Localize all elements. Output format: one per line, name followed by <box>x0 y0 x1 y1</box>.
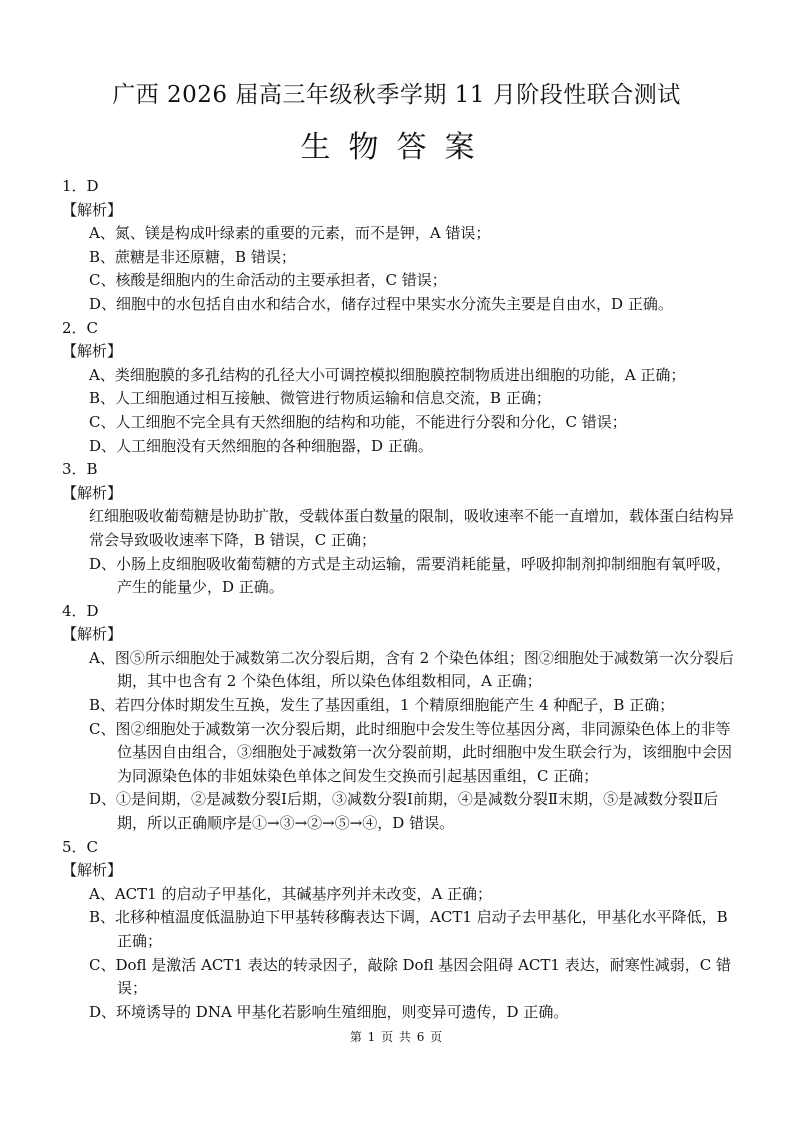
question-block <box>62 836 742 1025</box>
option-line: D、小肠上皮细胞吸收葡萄糖的方式是主动运输，需要消耗能量，呼吸抑制剂抑制细胞有氧呼吸，产生的能量少，D 正确。 <box>89 554 732 597</box>
question-number: 2．C <box>62 318 99 337</box>
option-line: A、ACT1 的启动子甲基化，其碱基序列并未改变，A 正确； <box>89 884 493 903</box>
analysis-label: 【解析】 <box>62 625 123 644</box>
option-line: D、①是间期，②是减数分裂Ⅰ后期，③减数分裂Ⅰ前期，④是减数分裂Ⅱ末期，⑤是减数分裂Ⅱ后期，所以正确顺序是①→③→②→⑤→④，D 错误。 <box>89 790 719 833</box>
option-line: C、核酸是细胞内的生命活动的主要承担者，C 错误； <box>89 271 447 290</box>
option-line: D、人工细胞没有天然细胞的各种细胞器，D 正确。 <box>89 436 433 455</box>
analysis-label: 【解析】 <box>62 200 123 219</box>
page-title: 广西 2026 届高三年级秋季学期 11 月阶段性联合测试 <box>112 82 681 108</box>
option-line: C、图②细胞处于减数第一次分裂后期，此时细胞中会发生等位基因分离，非同源染色体上的非等位基因自由组合，③细胞处于减数第一次分裂前期，此时细胞中发生联会行为，该细胞中会因为同源染色体的非姐妹染色单体之间发生交换而引起基因重组，C 正确； <box>89 719 733 785</box>
option-line: A、类细胞膜的多孔结构的孔径大小可调控模拟细胞膜控制物质进出细胞的功能，A 正确； <box>89 365 686 384</box>
option-line: D、环境诱导的 DNA 甲基化若影响生殖细胞，则变异可遗传，D 正确。 <box>89 1002 569 1021</box>
analysis-label: 【解析】 <box>62 483 123 502</box>
question-number: 3．B <box>62 460 98 479</box>
analysis-label: 【解析】 <box>62 861 123 880</box>
question-block <box>62 600 742 836</box>
question-block <box>62 458 742 600</box>
question-block <box>62 317 742 459</box>
option-line: C、Dofl 是激活 ACT1 表达的转录因子，敲除 Dofl 基因会阻碍 ACT1 表达，耐寒性减弱，C 错误； <box>89 955 731 998</box>
option-line: A、图⑤所示细胞处于减数第二次分裂后期，含有 2 个染色体组；图②细胞处于减数第一次分裂后期，其中也含有 2 个染色体组，所以染色体组数相同，A 正确； <box>89 648 734 691</box>
option-line: D、细胞中的水包括自由水和结合水，储存过程中果实水分流失主要是自由水，D 正确。 <box>89 294 673 313</box>
question-number: 5．C <box>62 837 99 856</box>
page-subtitle: 生物答案 <box>300 130 493 165</box>
option-line: B、蔗糖是非还原糖，B 错误； <box>89 247 296 266</box>
answer-list <box>62 175 742 1024</box>
question-number: 1．D <box>62 177 99 195</box>
option-line: B、若四分体时期发生互换，发生了基因重组，1 个精原细胞能产生 4 种配子，B 正确； <box>89 696 675 715</box>
option-line: B、人工细胞通过相互接触、微管进行物质运输和信息交流，B 正确； <box>89 389 551 408</box>
option-line: B、北移种植温度低温胁迫下甲基转移酶表达下调，ACT1 启动子去甲基化，甲基化水平降低，B 正确； <box>89 908 728 950</box>
question-number: 4．D <box>62 601 99 620</box>
option-line: A、氮、镁是构成叶绿素的重要的元素，而不是钾，A 错误； <box>89 224 491 243</box>
option-line: C、人工细胞不完全具有天然细胞的结构和功能，不能进行分裂和分化，C 错误； <box>89 412 627 431</box>
analysis-label: 【解析】 <box>62 342 123 361</box>
question-block <box>62 175 742 317</box>
analysis-paragraph: 红细胞吸收葡萄糖是协助扩散，受载体蛋白数量的限制，吸收速率不能一直增加，载体蛋白结构异常会导致吸收速率下降，B 错误，C 正确； <box>89 507 735 549</box>
page-footer: 第 1 页 共 6 页 <box>349 1030 444 1044</box>
